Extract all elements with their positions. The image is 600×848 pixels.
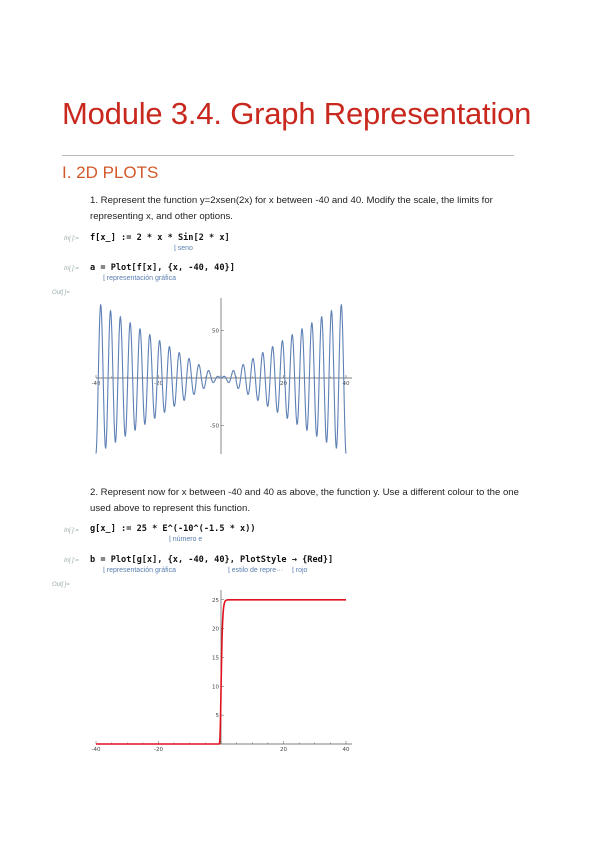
function-hint-seno[interactable]: ⌊ seno bbox=[174, 244, 193, 252]
plot-g-output[interactable] bbox=[82, 588, 358, 756]
input-label: In[ ]:= bbox=[64, 528, 79, 534]
input-cell-f-definition[interactable]: f[x_] := 2 * x * Sin[2 * x] bbox=[90, 233, 230, 243]
y-tick-label: 15 bbox=[212, 655, 219, 662]
y-tick-label: 25 bbox=[212, 597, 219, 604]
input-label: In[ ]:= bbox=[64, 558, 79, 564]
x-tick-label: 20 bbox=[280, 381, 287, 387]
input-label: In[ ]:= bbox=[64, 236, 79, 242]
function-hint-plotstyle[interactable]: ⌊ estilo de repre··· bbox=[228, 566, 283, 574]
x-tick-label: -40 bbox=[91, 381, 101, 387]
page-title: Module 3.4. Graph Representation bbox=[62, 96, 532, 131]
function-hint-red[interactable]: ⌊ rojo bbox=[292, 566, 307, 574]
exercise-2-text: 2. Represent now for x between -40 and 40 as above, the function y. Use a different colour to the one used above to represent this function. bbox=[90, 487, 519, 514]
title-divider bbox=[62, 155, 514, 156]
function-hint-plot[interactable]: ⌊ representación gráfica bbox=[103, 566, 176, 574]
y-tick-label: 20 bbox=[212, 626, 219, 633]
y-tick-label: 10 bbox=[212, 684, 219, 691]
section-heading: I. 2D PLOTS bbox=[62, 163, 159, 182]
x-tick-label: 40 bbox=[342, 381, 350, 387]
output-label: Out[ ]= bbox=[52, 290, 70, 296]
y-tick-label: 50 bbox=[212, 328, 219, 335]
function-hint-numero-e[interactable]: ⌊ número e bbox=[169, 535, 202, 543]
y-tick-label: 5 bbox=[215, 713, 219, 720]
input-label: In[ ]:= bbox=[64, 266, 79, 272]
input-cell-plot-a[interactable]: a = Plot[f[x], {x, -40, 40}] bbox=[90, 263, 235, 273]
x-tick-label: 20 bbox=[280, 747, 287, 753]
output-label: Out[ ]= bbox=[52, 582, 70, 588]
function-hint-plot[interactable]: ⌊ representación gráfica bbox=[103, 274, 176, 282]
input-cell-g-definition[interactable]: g[x_] := 25 * E^(-10^(-1.5 * x)) bbox=[90, 524, 256, 534]
exercise-1-text: 1. Represent the function y=2xsen(2x) for x between -40 and 40. Modify the scale, the limits for representing x, and other options. bbox=[90, 195, 493, 222]
x-tick-label: -40 bbox=[91, 747, 101, 753]
x-tick-label: -20 bbox=[154, 381, 163, 387]
x-tick-label: -20 bbox=[154, 747, 163, 753]
y-tick-label: -50 bbox=[210, 423, 219, 430]
plot-f-output[interactable] bbox=[82, 298, 358, 458]
x-tick-label: 40 bbox=[342, 747, 350, 753]
input-cell-plot-b[interactable]: b = Plot[g[x], {x, -40, 40}, PlotStyle → {Red}] bbox=[90, 555, 334, 565]
